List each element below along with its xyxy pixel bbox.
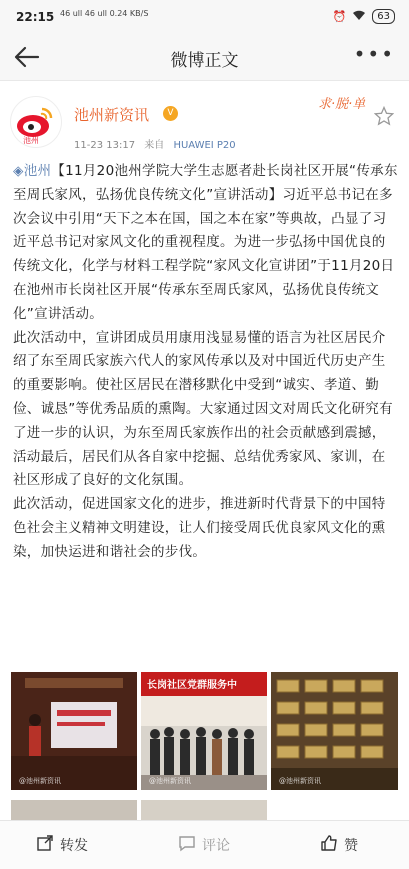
page-title: 微博正文 bbox=[170, 51, 239, 71]
repost-label: 转发 bbox=[60, 838, 88, 854]
like-label: 赞 bbox=[344, 838, 358, 854]
photo-watermark: @池州新资讯 bbox=[19, 777, 61, 785]
post-meta bbox=[74, 136, 242, 151]
photo-thumbnail[interactable] bbox=[271, 672, 398, 790]
photo-grid bbox=[11, 672, 398, 790]
photo-thumbnail[interactable] bbox=[11, 672, 137, 790]
repost-icon bbox=[36, 834, 54, 856]
post-device[interactable]: HUAWEI P20 bbox=[173, 140, 236, 151]
status-right bbox=[333, 9, 395, 24]
photo-row-partial bbox=[11, 800, 398, 822]
comment-label: 评论 bbox=[202, 838, 230, 854]
user-name[interactable]: 池州新资讯 bbox=[74, 106, 150, 124]
post-content bbox=[13, 160, 398, 565]
alarm-icon: ⏰ bbox=[332, 10, 347, 23]
photo-watermark: @池州新资讯 bbox=[149, 777, 191, 785]
bottom-action-bar bbox=[0, 820, 409, 869]
thumbs-up-icon bbox=[320, 834, 338, 856]
star-icon[interactable] bbox=[374, 106, 394, 126]
comment-icon bbox=[178, 834, 196, 856]
more-dots-icon[interactable]: ••• bbox=[353, 42, 395, 66]
paragraph-2: 此次活动中，宣讲团成员用康用浅显易懂的语言为社区居民介绍了东至周氏家族六代人的家风传承以及对中国近代历史产生的重要影响。使社区居民在潜移默化中受到“诚实、孝道、勤俭、诚恳”等优秀品质的熏陶。大家通过因文对周氏文化研究有了进一步的认识，为东至周氏家族作出的社会贡献感到震撼，活动最后，居民们从各自家中挖掘、总结优秀家风、家训，在社区形成了良好的文化氛围。 bbox=[13, 329, 393, 489]
location-label: 池州 bbox=[23, 163, 52, 179]
repost-button[interactable] bbox=[36, 821, 88, 869]
svg-text:池州: 池州 bbox=[23, 136, 39, 145]
paragraph-1-text: 【11月20池州学院大学生志愿者赴长岗社区开展“传承东至周氏家风，弘扬优良传统文化”宣讲活动】习近平总书记在多次会议中引用“天下之本在国，国之本在家”等典故，凸显了习近平总书记对家风文化的重视程度。为进一步弘扬中国优良的传统文化，化学与材料工程学院“家风文化宣讲团”于11月20日在池州市长岗社区开展“传承东至周氏家风，弘扬优良传统文化”宣讲活动。 bbox=[13, 163, 398, 322]
wifi-icon bbox=[352, 10, 366, 24]
photo-watermark: @池州新资讯 bbox=[279, 777, 321, 785]
photo-banner-text: 长岗社区党群服务中 bbox=[147, 680, 237, 691]
battery-indicator: 63 bbox=[372, 9, 395, 24]
avatar[interactable] bbox=[10, 96, 62, 148]
paragraph-1 bbox=[13, 160, 398, 327]
comment-button[interactable] bbox=[178, 821, 230, 869]
source-prefix: 来自 bbox=[144, 140, 165, 151]
photo-thumbnail[interactable] bbox=[11, 800, 137, 822]
location-icon: ◈ bbox=[13, 163, 24, 179]
status-time: 22:15 bbox=[16, 10, 55, 24]
post-time: 11-23 13:17 bbox=[74, 140, 136, 151]
status-bar bbox=[0, 0, 409, 34]
photo-thumbnail[interactable] bbox=[141, 800, 267, 822]
photo-thumbnail[interactable] bbox=[141, 672, 267, 790]
verified-badge-icon: V bbox=[163, 106, 178, 121]
paragraph-3: 此次活动，促进国家文化的进步，推进新时代背景下的中国特色社会主义精神文明建设，让人们接受周氏优良家风文化的熏染，加快运进和谐社会的步伐。 bbox=[13, 496, 386, 560]
location-link[interactable] bbox=[13, 163, 51, 179]
navigation-bar bbox=[0, 34, 409, 81]
decorative-banner: 求·脱·单 bbox=[318, 97, 366, 112]
network-indicator: 46 ull 46 ull 0.24 KB/S bbox=[60, 9, 149, 18]
like-button[interactable] bbox=[320, 821, 358, 869]
